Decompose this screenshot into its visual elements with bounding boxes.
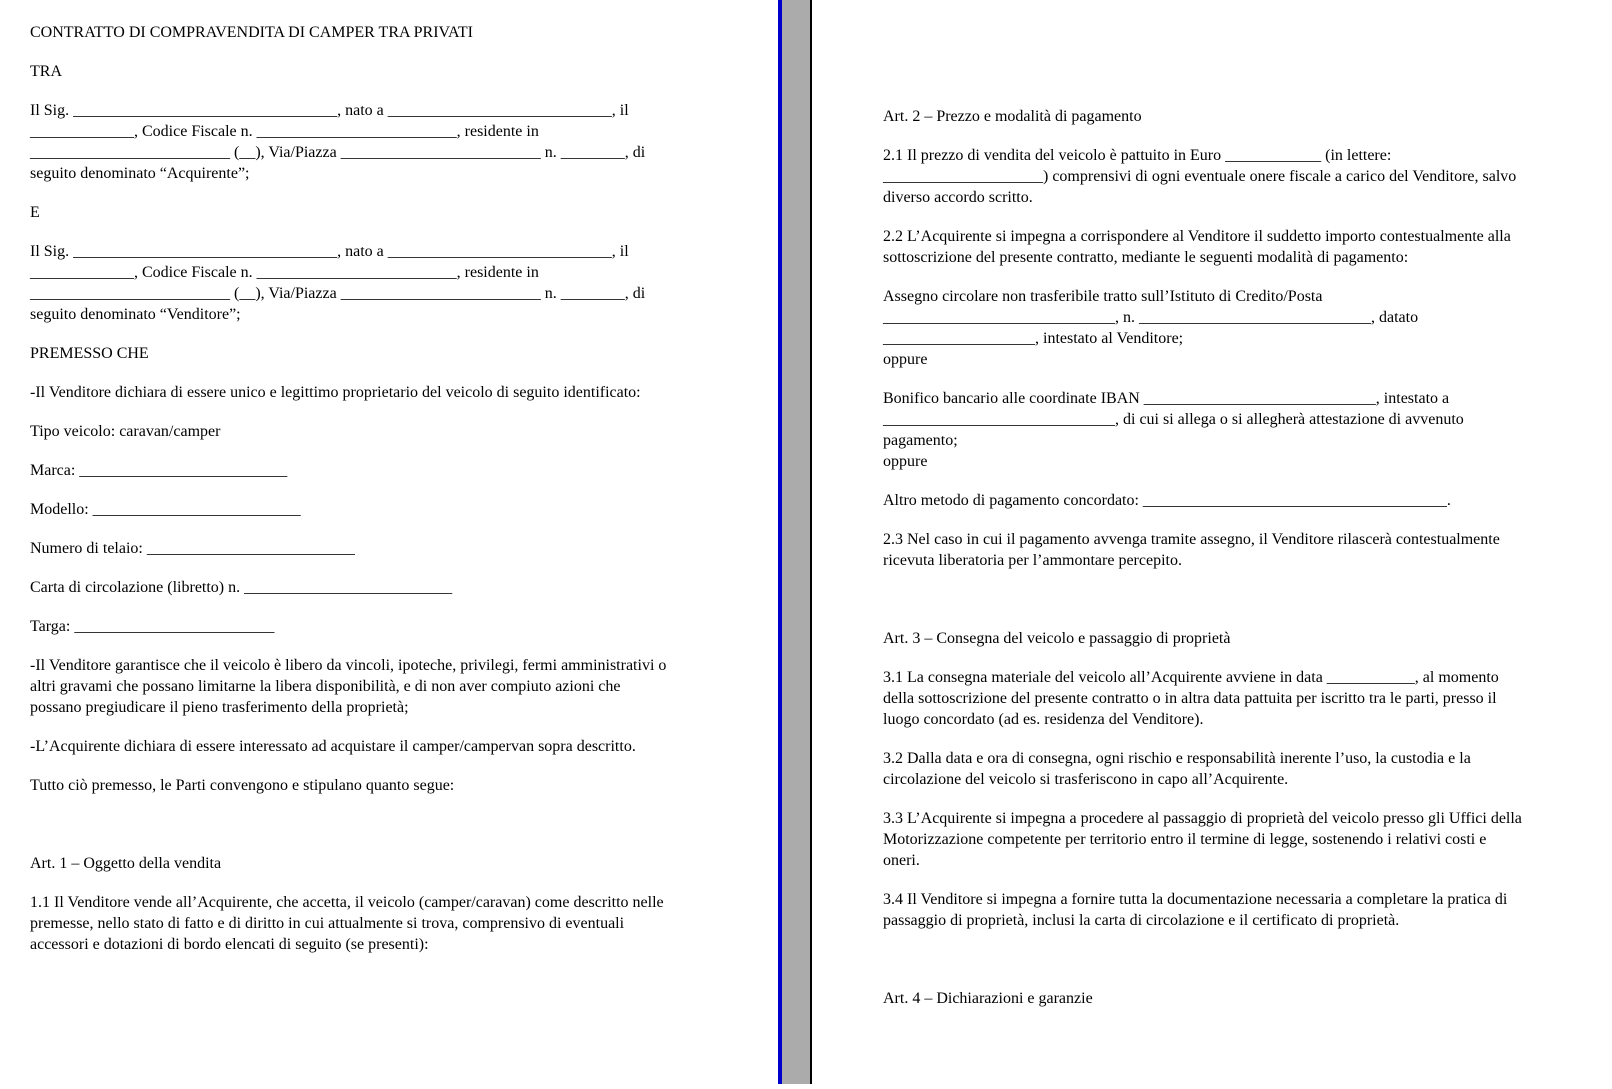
clause-2-3-line-1: 2.3 Nel caso in cui il pagamento avvenga tramite assegno, il Venditore rilascerà contestualmente <box>883 531 1500 548</box>
seller-guarantee-line-1: -Il Venditore garantisce che il veicolo è libero da vincoli, ipoteche, privilegi, fermi amministrativi o <box>30 657 667 674</box>
clause-2-1-line-2: ____________________) comprensivi di ogni eventuale onere fiscale a carico del Venditore, salvo <box>883 168 1517 185</box>
clause-3-1-line-3: luogo concordato (ad es. residenza del Venditore). <box>883 711 1204 728</box>
clause-2-2-line-2: sottoscrizione del presente contratto, mediante le seguenti modalità di pagamento: <box>883 249 1409 266</box>
payment-check-line-2: _____________________________, n. _____________________________, datato <box>883 309 1419 326</box>
clause-3-3-line-1: 3.3 L’Acquirente si impegna a procedere al passaggio di proprietà del veicolo presso gli Uffici della <box>883 810 1522 827</box>
seller-details-line-3: _________________________ (__), Via/Piazza _________________________ n. ________, di <box>30 285 646 302</box>
payment-check-line-3: ___________________, intestato al Venditore; <box>883 330 1184 347</box>
seller-details-line-2: _____________, Codice Fiscale n. _________________________, residente in <box>30 264 539 281</box>
seller-declaration: -Il Venditore dichiara di essere unico e legittimo proprietario del veicolo di seguito identificato: <box>30 384 641 401</box>
seller-guarantee-line-3: possano pregiudicare il pieno trasferimento della proprietà; <box>30 699 409 716</box>
article-1-heading: Art. 1 – Oggetto della vendita <box>30 855 222 872</box>
party-intro-e: E <box>30 204 40 221</box>
premesso-che-heading: PREMESSO CHE <box>30 345 149 362</box>
payment-transfer-line-2: _____________________________, di cui si allega o si allegherà attestazione di avvenuto <box>883 411 1464 428</box>
payment-check-line-1: Assegno circolare non trasferibile tratto sull’Istituto di Credito/Posta <box>883 288 1323 305</box>
seller-details-line-4: seguito denominato “Venditore”; <box>30 306 241 323</box>
payment-transfer-line-3: pagamento; <box>883 432 958 449</box>
vehicle-model-field: Modello: __________________________ <box>30 501 301 518</box>
clause-3-2-line-2: circolazione del veicolo si trasferiscono in capo all’Acquirente. <box>883 771 1289 788</box>
clause-1-1-line-2: premesse, nello stato di fatto e di diritto in cui attualmente si trova, comprensivo di eventuali <box>30 915 625 932</box>
page-gutter-divider <box>782 0 812 1084</box>
vehicle-type-line: Tipo veicolo: caravan/camper <box>30 423 221 440</box>
clause-3-4-line-2: passaggio di proprietà, inclusi la carta di circolazione e il certificato di proprietà. <box>883 912 1400 929</box>
payment-transfer-line-1: Bonifico bancario alle coordinate IBAN _____________________________, intestato a <box>883 390 1450 407</box>
clause-1-1-line-1: 1.1 Il Venditore vende all’Acquirente, che accetta, il veicolo (camper/caravan) come descritto nelle <box>30 894 664 911</box>
buyer-declaration: -L’Acquirente dichiara di essere interessato ad acquistare il camper/campervan sopra descritto. <box>30 738 636 755</box>
buyer-details-line-3: _________________________ (__), Via/Piazza _________________________ n. ________, di <box>30 144 646 161</box>
payment-option-oppure-1: oppure <box>883 351 928 368</box>
buyer-details-line-2: _____________, Codice Fiscale n. _________________________, residente in <box>30 123 539 140</box>
clause-3-3-line-3: oneri. <box>883 852 920 869</box>
payment-other-line: Altro metodo di pagamento concordato: ______________________________________. <box>883 492 1451 509</box>
clause-2-1-line-1: 2.1 Il prezzo di vendita del veicolo è pattuito in Euro ____________ (in lettere: <box>883 147 1392 164</box>
contract-title: CONTRATTO DI COMPRAVENDITA DI CAMPER TRA PRIVATI <box>30 24 473 41</box>
party-intro-tra: TRA <box>30 63 62 80</box>
clause-1-1-line-3: accessori e dotazioni di bordo elencati di seguito (se presenti): <box>30 936 429 953</box>
seller-details-line-1: Il Sig. _________________________________, nato a ____________________________, il <box>30 243 629 260</box>
clause-3-1-line-1: 3.1 La consegna materiale del veicolo all’Acquirente avviene in data ___________, al momento <box>883 669 1499 686</box>
contract-page-2 <box>812 0 1612 1089</box>
article-4-heading: Art. 4 – Dichiarazioni e garanzie <box>883 990 1093 1007</box>
clause-3-2-line-1: 3.2 Dalla data e ora di consegna, ogni rischio e responsabilità inerente l’uso, la custodia e la <box>883 750 1471 767</box>
buyer-details-line-1: Il Sig. _________________________________, nato a ____________________________, il <box>30 102 629 119</box>
clause-2-2-line-1: 2.2 L’Acquirente si impegna a corrispondere al Venditore il suddetto importo contestualmente alla <box>883 228 1511 245</box>
vehicle-plate-field: Targa: _________________________ <box>30 618 275 635</box>
clause-2-3-line-2: ricevuta liberatoria per l’ammontare percepito. <box>883 552 1182 569</box>
clause-3-1-line-2: della sottoscrizione del presente contratto o in altra data pattuita per iscritto tra le parti, presso il <box>883 690 1497 707</box>
agreement-intro: Tutto ciò premesso, le Parti convengono e stipulano quanto segue: <box>30 777 455 794</box>
article-3-heading: Art. 3 – Consegna del veicolo e passaggio di proprietà <box>883 630 1231 647</box>
vehicle-brand-field: Marca: __________________________ <box>30 462 288 479</box>
payment-option-oppure-2: oppure <box>883 453 928 470</box>
seller-guarantee-line-2: altri gravami che possano limitarne la libera disponibilità, e di non aver compiuto azioni che <box>30 678 621 695</box>
clause-3-4-line-1: 3.4 Il Venditore si impegna a fornire tutta la documentazione necessaria a completare la pratica di <box>883 891 1508 908</box>
vehicle-registration-field: Carta di circolazione (libretto) n. __________________________ <box>30 579 453 596</box>
buyer-details-line-4: seguito denominato “Acquirente”; <box>30 165 250 182</box>
clause-3-3-line-2: Motorizzazione competente per territorio entro il termine di legge, sostenendo i relativi costi e <box>883 831 1487 848</box>
article-2-heading: Art. 2 – Prezzo e modalità di pagamento <box>883 108 1142 125</box>
clause-2-1-line-3: diverso accordo scritto. <box>883 189 1033 206</box>
contract-page-1 <box>0 0 778 1089</box>
vehicle-chassis-field: Numero di telaio: __________________________ <box>30 540 355 557</box>
